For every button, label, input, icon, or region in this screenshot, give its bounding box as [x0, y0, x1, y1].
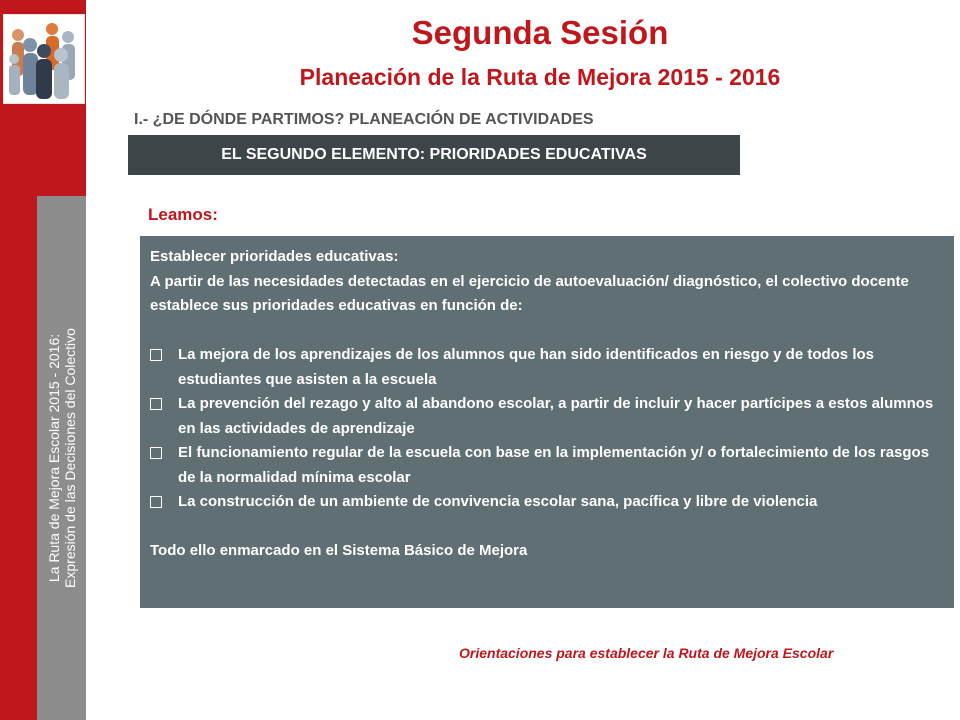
- list-item: [150, 343, 944, 392]
- page-title: Segunda Sesión: [411, 14, 669, 51]
- list-item-text: La prevención del rezago y alto al abandono escolar, a partir de incluir y hacer partícipes a estos alumnos en las actividades de aprendizaje: [178, 395, 934, 437]
- content-closing: Todo ello enmarcado en el Sistema Básico de Mejora: [150, 542, 528, 559]
- sidebar-caption-line2: Expresión de las Decisiones del Colectivo: [61, 328, 78, 588]
- list-item: [150, 490, 944, 515]
- content-intro: A partir de las necesidades detectadas en el ejercicio de autoevaluación/ diagnóstico, el colectivo docente establece sus prioridades educativas en función de:: [150, 272, 909, 314]
- list-item-text: El funcionamiento regular de la escuela con base en la implementación y/ o fortalecimiento de los rasgos de la normalidad mínima escolar: [178, 444, 930, 486]
- content-spacer: [150, 515, 944, 540]
- checkbox-square-icon: [150, 398, 162, 410]
- footer-reference: Orientaciones para establecer la Ruta de Mejora Escolar: [459, 645, 834, 661]
- content-spacer: [150, 319, 944, 344]
- section-heading: I.- ¿DE DÓNDE PARTIMOS? PLANEACIÓN DE ACTIVIDADES: [134, 111, 594, 128]
- list-item-text: La mejora de los aprendizajes de los alumnos que han sido identificados en riesgo y de todos los estudiantes que asisten a la escuela: [178, 346, 874, 388]
- list-item: [150, 441, 944, 490]
- sidebar-vertical-caption: [37, 196, 86, 720]
- content-box: [140, 236, 954, 608]
- content-heading: Establecer prioridades educativas:: [150, 248, 399, 265]
- sidebar-caption-line1: La Ruta de Mejora Escolar 2015 - 2016:: [45, 333, 62, 583]
- leamos-label: Leamos:: [148, 205, 218, 224]
- element-banner: EL SEGUNDO ELEMENTO: PRIORIDADES EDUCATIVAS: [128, 135, 740, 175]
- people-group-logo-icon: [3, 14, 85, 104]
- checkbox-square-icon: [150, 496, 162, 508]
- list-item: [150, 392, 944, 441]
- checkbox-square-icon: [150, 447, 162, 459]
- checkbox-square-icon: [150, 349, 162, 361]
- page-subtitle: Planeación de la Ruta de Mejora 2015 - 2016: [299, 64, 781, 90]
- list-item-text: La construcción de un ambiente de convivencia escolar sana, pacífica y libre de violencia: [178, 493, 818, 510]
